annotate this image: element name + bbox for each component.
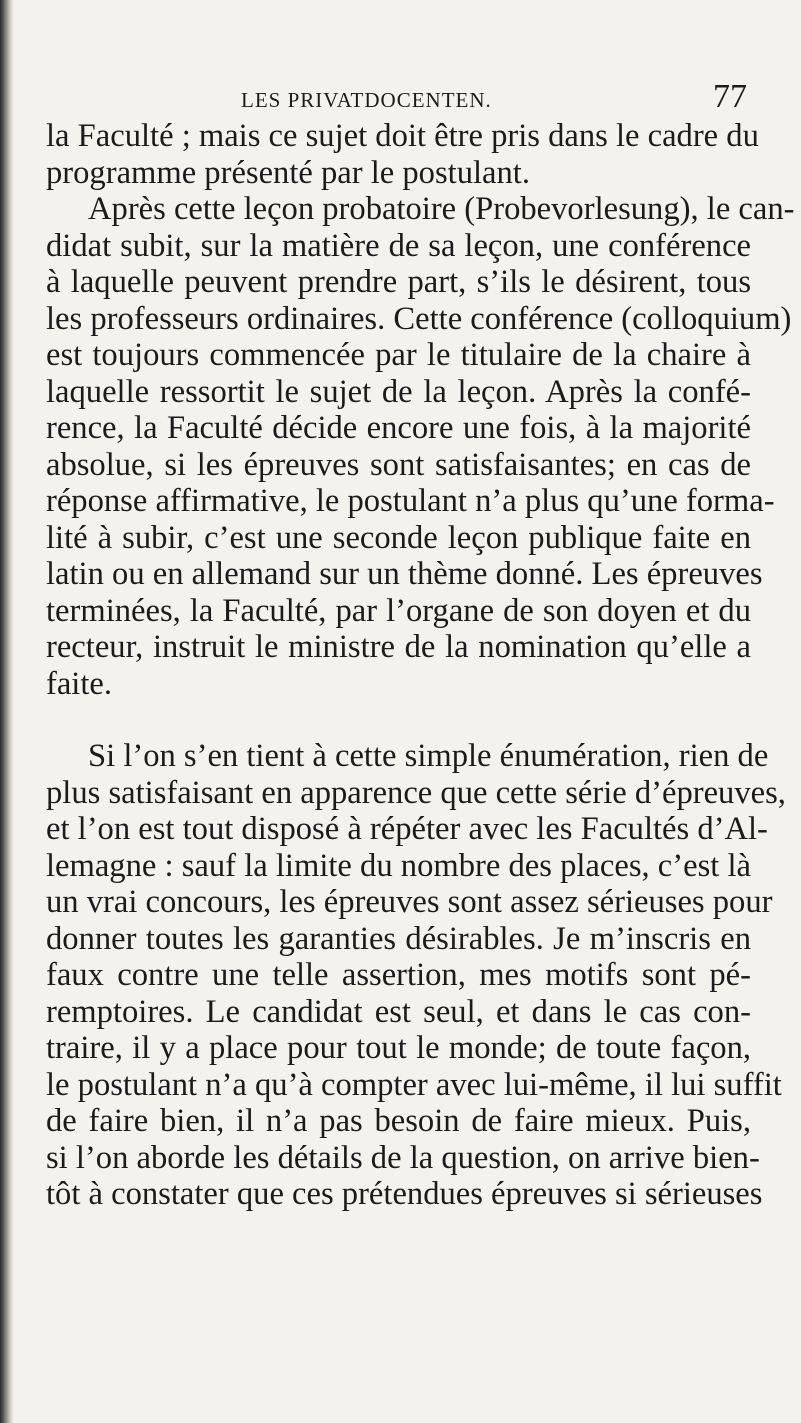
text-line: à laquelle peuvent prendre part, s’ils le désirent, tous [46, 264, 751, 300]
paragraph-3 [46, 738, 786, 1213]
text-line: lité à subir, c’est une seconde leçon publique faite en [46, 519, 751, 556]
text-line: est toujours commencée par le titulaire de la chaire à [46, 337, 751, 373]
text-line: les professeurs ordinaires. Cette conférence (colloquium) [46, 300, 792, 337]
text-line: Si l’on s’en tient à cette simple énumération, rien de [88, 738, 769, 774]
text-line: donner toutes les garanties désirables. Je m’inscris en [46, 920, 751, 957]
text-line: un vrai concours, les épreuves sont assez sérieuses pour [46, 884, 773, 920]
text-line: la Faculté ; mais ce sujet doit être pris dans le cadre du [46, 118, 759, 154]
running-head [46, 78, 751, 118]
text-line: plus satisfaisant en apparence que cette série d’épreuves, [46, 774, 786, 811]
paragraph-2 [46, 191, 795, 702]
page-binding-edge [0, 0, 14, 1423]
text-line: réponse affirmative, le postulant n’a plus qu’une forma- [46, 483, 775, 519]
text-line: recteur, instruit le ministre de la nomination qu’elle a [46, 629, 751, 665]
text-line: le postulant n’a qu’à compter avec lui-même, il lui suffit [46, 1066, 782, 1103]
text-line: Après cette leçon probatoire (Probevorlesung), le can- [88, 191, 795, 227]
text-line: traire, il y a place pour tout le monde; de toute façon, [46, 1030, 751, 1066]
text-line: tôt à constater que ces prétendues épreuves si sérieuses [46, 1176, 763, 1212]
paragraph-1 [46, 118, 759, 191]
text-line: absolue, si les épreuves sont satisfaisantes; en cas de [46, 446, 751, 483]
running-title: LES PRIVATDOCENTEN. [241, 88, 492, 112]
text-line: faux contre une telle assertion, mes motifs sont pé- [46, 957, 751, 993]
text-line: programme présenté par le postulant. [46, 154, 530, 191]
text-line: terminées, la Faculté, par l’organe de son doyen et du [46, 592, 751, 629]
text-line: si l’on aborde les détails de la question, on arrive bien- [46, 1139, 760, 1176]
text-line: didat subit, sur la matière de sa leçon, une conférence [46, 227, 751, 264]
text-line: et l’on est tout disposé à répéter avec les Facultés d’Al- [46, 811, 768, 847]
text-line: de faire bien, il n’a pas besoin de faire mieux. Puis, [46, 1103, 751, 1139]
text-line: faite. [46, 665, 113, 702]
text-line: latin ou en allemand sur un thème donné. Les épreuves [46, 556, 763, 592]
paragraph-spacing [46, 702, 751, 738]
text-line: rence, la Faculté décide encore une fois, à la majorité [46, 410, 751, 446]
page-number: 77 [713, 78, 747, 115]
text-line: remptoires. Le candidat est seul, et dans le cas con- [46, 993, 751, 1030]
text-line: lemagne : sauf la limite du nombre des places, c’est là [46, 847, 751, 884]
book-page [46, 78, 795, 1213]
text-line: laquelle ressortit le sujet de la leçon. Après la confé- [46, 373, 751, 410]
